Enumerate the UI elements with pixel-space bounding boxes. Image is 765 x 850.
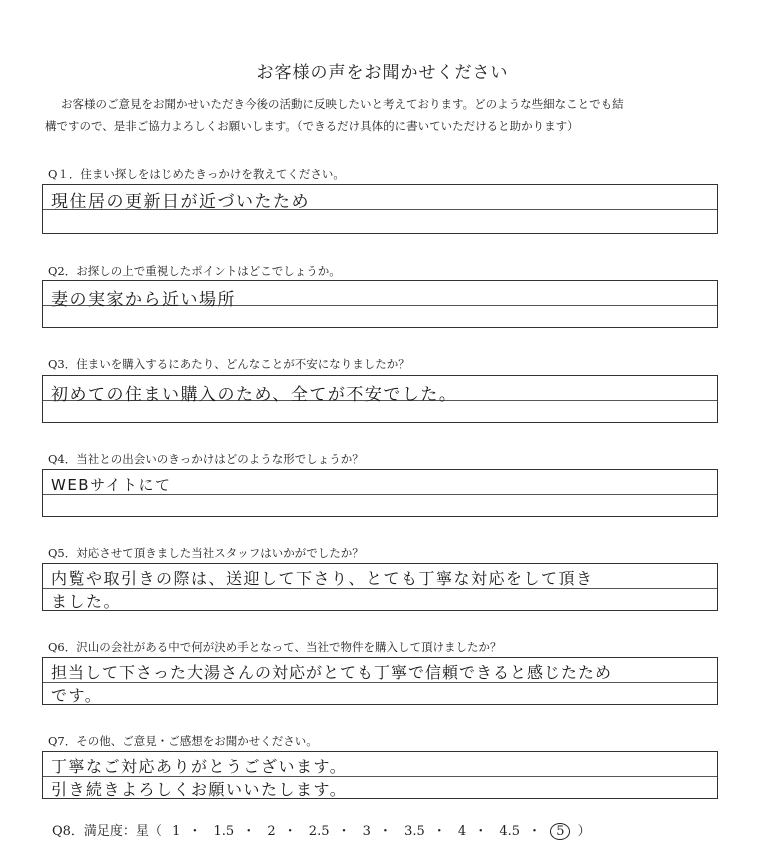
question-1-label: Q１．住まい探しをはじめたきっかけを教えてください。 bbox=[48, 167, 345, 181]
answer-6-line-2: です。 bbox=[51, 686, 103, 705]
rating-option[interactable]: 4.5 bbox=[499, 824, 521, 839]
answer-7-line-2: 引き続きよろしくお願いいたします。 bbox=[51, 780, 348, 799]
question-3-label: Q3．住まいを購入するにあたり、どんなことが不安になりましたか？ bbox=[48, 357, 410, 371]
answer-7-box[interactable] bbox=[42, 751, 718, 799]
answer-6-box[interactable] bbox=[42, 657, 718, 705]
answer-7-line-1: 丁寧なご対応ありがとうございます。 bbox=[51, 757, 348, 776]
satisfaction-rating: Q8．満足度：星（ 1 ・ 1.5 ・ 2 ・ 2.5 ・ 3 ・ 3.5 ・ 4 ・ 4.5 ・ 5 ） bbox=[52, 824, 591, 839]
intro-line-1: お客様のご意見をお聞かせいただき今後の活動に反映したいと考えております。どのような些細なことでも結 bbox=[61, 97, 624, 111]
answer-6-line-1: 担当して下さった大湯さんの対応がとても丁寧で信頼できると感じたため bbox=[51, 663, 613, 682]
answer-5-box[interactable] bbox=[42, 563, 718, 611]
question-4-label: Q4．当社との出会いのきっかけはどのような形でしょうか？ bbox=[48, 452, 364, 466]
rating-option[interactable]: 2.5 bbox=[308, 824, 330, 839]
question-2-label: Q2．お探しの上で重視したポイントはどこでしょうか。 bbox=[48, 264, 341, 278]
rating-option[interactable]: 1.5 bbox=[213, 824, 235, 839]
answer-2-box[interactable] bbox=[42, 280, 718, 328]
q8-close: ） bbox=[577, 824, 591, 839]
page-title: お客様の声をお聞かせください bbox=[256, 63, 509, 83]
q8-label: Q8．満足度：星（ bbox=[52, 824, 162, 839]
rating-option[interactable]: 3.5 bbox=[404, 824, 425, 839]
rating-option[interactable]: 1 bbox=[172, 824, 181, 839]
question-6-label: Q6．沢山の会社がある中で何が決め手となって、当社で物件を購入して頂けましたか？ bbox=[48, 640, 502, 654]
intro-line-2: 構ですので、是非ご協力よろしくお願いします。（できるだけ具体的に書いていただけると助かります） bbox=[45, 119, 579, 133]
rating-option[interactable]: 3 bbox=[362, 824, 371, 839]
answer-5-line-2: ました。 bbox=[51, 592, 122, 611]
answer-4-line-1: WEBサイトにて bbox=[51, 476, 172, 494]
question-7-label: Q7．その他、ご意見・ご感想をお聞かせください。 bbox=[48, 734, 318, 748]
answer-1-line-1: 現住居の更新日が近づいたため bbox=[51, 192, 310, 212]
answer-3-line-1: 初めての住まい購入のため、全てが不安でした。 bbox=[51, 385, 458, 405]
question-5-label: Q5．対応させて頂きました当社スタッフはいかがでしたか？ bbox=[48, 546, 364, 560]
answer-2-line-1: 妻の実家から近い場所 bbox=[51, 290, 236, 310]
answer-4-box[interactable] bbox=[42, 469, 718, 517]
rating-option[interactable]: 2 bbox=[267, 824, 276, 839]
answer-1-box[interactable] bbox=[42, 184, 718, 234]
rating-option-selected[interactable]: 5 bbox=[550, 823, 570, 840]
answer-5-line-1: 内覧や取引きの際は、送迎して下さり、とても丁寧な対応をして頂き bbox=[51, 569, 594, 588]
rating-option[interactable]: 4 bbox=[457, 824, 467, 839]
answer-3-box[interactable] bbox=[42, 375, 718, 423]
